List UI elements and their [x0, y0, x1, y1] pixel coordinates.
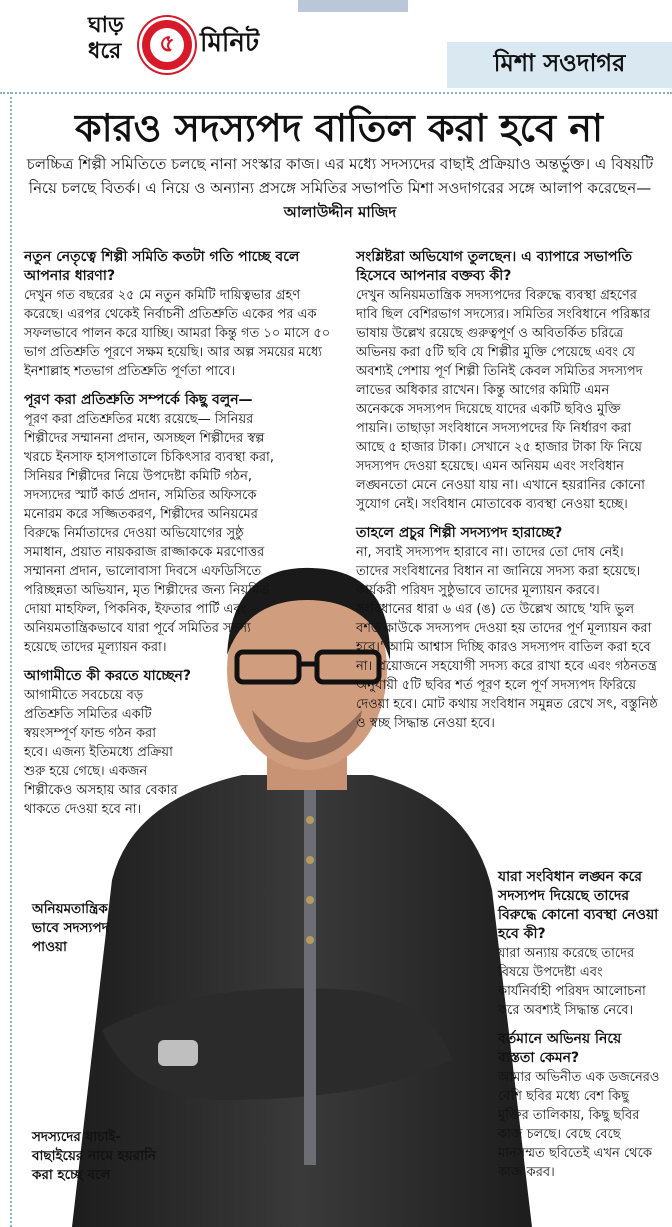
intro-paragraph — [26, 152, 654, 224]
answer-3: আগামীতে সবচেয়ে বড় প্রতিশ্রুতি সমিতির একটি স্বয়ংসম্পূর্ণ ফান্ড গঠন করা হবে। এজন্য ইতিমধ্যে প্রক্রিয়া শুরু হয়ে গেছে। একজন শিল্পীকেও অসহায় আর বেকার থাকতে দেওয়া হবে না। — [24, 688, 178, 817]
intro-author: আলাউদ্দীন মাজিদ — [283, 203, 397, 221]
answer-2: পূরণ করা প্রতিশ্রুতির মধ্যে রয়েছে— সিনিয়র শিল্পীদের সম্মাননা প্রদান, অসচ্ছল শিল্পীদের স্বল্প খরচে ইনসাফ হাসপাতালে চিকিৎসার ব্যবস্থা করা, সিনিয়র শিল্পীদের নিয়ে উপদেষ্টা কমিটি গঠন, সদস্যদের স্মার্ট কার্ড প্রদান, সমিতির অফিসকে মনোরম করে সজ্জিতকরণ, শিল্পীদের অনিয়মের বিরুদ্ধে নির্মাতাদের দেওয়া অভিযোগের সুষ্ঠু সমাধান, প্রয়াত নায়করাজ রাজ্জাককে মরণোত্তর সম্মাননা প্রদান, ভালোবাসা দিবসে এফডিসিতে পরিচ্ছন্নতা অভিযান, মৃত শিল্পীদের জন্য নিয়মিত দোয়া মাহফিল, পিকনিক, ইফতার পার্টি এবং অনিয়মতান্ত্রিকভাবে যারা পূর্বে সমিতির সদস্য হয়েছে তাদের মূল্যায়ন করা। — [24, 412, 274, 655]
question-5: তাহলে প্রচুর শিল্পী সদস্যপদ হারাচ্ছে? — [356, 525, 563, 541]
pull-quote-2: সদস্যদের যাচাই-বাছাইয়ের নামে হয়রানি করা হচ্ছে বলে — [32, 1129, 156, 1183]
right-column — [356, 248, 660, 733]
headline: কারও সদস্যপদ বাতিল করা হবে না — [74, 105, 604, 150]
question-1: নতুন নেতৃত্বে শিল্পী সমিতি কতটা গতি পাচ্ছে বলে আপনার ধারণা? — [24, 249, 300, 284]
question-6: যারা সংবিধান লঙ্ঘন করে সদস্যপদ দিয়েছে তাদের বিরুদ্ধে কোনো ব্যবস্থা নেওয়া হবে কী? — [498, 869, 659, 942]
intro-text: চলচ্চিত্র শিল্পী সমিতিতে চলছে নানা সংস্কার কাজ। এর মধ্যে সদস্যদের বাছাই প্রক্রিয়াও অন্তর্ভুক্ত। এ বিষয়টি নিয়ে চলছে বিতর্ক। এ নিয়ে ও অন্যান্য প্রসঙ্গে সমিতির সভাপতি মিশা সওদাগরের সঙ্গে আলাপ করেছেন— — [26, 155, 654, 197]
logo-badge-icon — [142, 20, 192, 70]
logo-number: ৫ — [150, 28, 184, 62]
answer-4: দেখুন অনিয়মতান্ত্রিক সদস্যপদের বিরুদ্ধে ব্যবস্থা গ্রহণের দাবি ছিল বেশিরভাগ সদস্যের। সমিতির সংবিধানে পরিষ্কার ভাষায় উল্লেখ রয়েছে গুরুত্বপূর্ণ ও অবিতর্কিত চরিত্রে অভিনয় করা ৫টি ছবি যে শিল্পীর মুক্তি পেয়েছে এবং যে অবশ্যই পেশায় পূর্ণ শিল্পী তিনিই কেবল সমিতির সদস্যপদ লাভের অধিকার রাখেন। কিন্তু আগের কমিটি এমন অনেককে সদস্যপদ দিয়েছে যাদের একটি ছবিও মুক্তি পায়নি। তাছাড়া সংবিধানে সদস্যপদের ফি নির্ধারণ করা আছে ৫ হাজার টাকা। সেখানে ২৫ হাজার টাকা ফি নিয়ে সদস্যপদ দেওয়া হয়েছে। এমন অনিয়ম এবং সংবিধান লঙ্ঘনতো মেনে নেওয়া যায় না। এখানে হয়রানির কোনো সুযোগ নেই। সংবিধান মোতাবেক ব্যবস্থা নেওয়া হচ্ছে। — [356, 288, 651, 512]
question-4: সংশ্লিষ্টরা অভিযোগ তুলছেন। এ ব্যাপারে সভাপতি হিসেবে আপনার বক্তব্য কী? — [356, 249, 633, 284]
question-2: পূরণ করা প্রতিশ্রুতি সম্পর্কে কিছু বলুন— — [24, 392, 253, 408]
logo-text-line3: মিনিট — [200, 28, 259, 58]
answer-6: যারা অন্যায় করেছে তাদের বিষয়ে উপদেষ্টা এবং কার্যনির্বাহী পরিষদ আলোচনা করে অবশ্যই সিদ্ধান্ত নেবে। — [498, 946, 646, 1018]
left-column — [24, 248, 342, 819]
question-3: আগামীতে কী করতে যাচ্ছেন? — [24, 668, 192, 684]
question-7: বর্তমানে অভিনয় নিয়ে ব্যস্ততা কেমন? — [498, 1031, 622, 1066]
pull-quote-1: অনিয়মতান্ত্রিক ভাবে সদস্যপদ পাওয়া — [32, 901, 109, 955]
logo-text-line2: ধরে — [88, 39, 122, 64]
answer-5: না, সবাই সদস্যপদ হারাবে না। তাদের তো দোষ নেই। তাদের সংবিধানের বিধান না জানিয়ে সদস্য করা হয়েছে। কার্যকরী পরিষদ সুষ্ঠুভাবে তাদের মূল্যায়ন করবে। সংবিধানের ধারা ৬ এর (ঙ) তে উল্লেখ আছে 'যদি ভুল বশত কাউকে সদস্যপদ দেওয়া হয় তাদের পূর্ণ মূল্যায়ন করা হবে।' আমি আশ্বাস দিচ্ছি কারও সদস্যপদ বাতিল করা হবে না। প্রয়োজনে সহযোগী সদস্য করে রাখা হবে এবং গঠনতন্ত্র অনুযায়ী ৫টি ছবির শর্ত পূরণ হলে পূর্ণ সদস্যপদ ফিরিয়ে দেওয়া হবে। মোট কথায় সংবিধান সমুন্নত রেখে সৎ, বস্তুনিষ্ঠ ও স্বচ্ছ সিদ্ধান্ত নেওয়া হবে। — [356, 545, 658, 731]
logo-text-line1: ঘাড় — [88, 13, 124, 38]
right-column-bottom — [498, 868, 660, 1182]
dotted-divider-top — [0, 92, 672, 94]
answer-1: দেখুন গত বছরের ২৫ মে নতুন কমিটি দায়িত্বভার গ্রহণ করেছে। এরপর থেকেই নির্বাচনী প্রতিশ্রুতি একের পর এক সফলভাবে পালন করে যাচ্ছি। আমরা কিন্তু গত ১০ মাসে ৫০ ভাগ প্রতিশ্রুতি পূরণে সক্ষম হয়েছি। আর অল্প সময়ের মধ্যে ইনশাল্লাহ শতভাগ প্রতিশ্রুতি পূর্ণতা পাবে। — [24, 288, 331, 379]
interviewee-name-box: মিশা সওদাগর — [447, 42, 672, 88]
dotted-divider-left — [10, 92, 12, 1227]
answer-7: আমার অভিনীত এক ডজনেরও বেশি ছবির মধ্যে বেশ কিছু মুক্তির তালিকায়, কিছু ছবির কাজ চলছে। বেছে বেছে মানসম্মত ছবিতেই এখন থেকে কাজ করব। — [498, 1070, 660, 1180]
top-photo-strip — [298, 0, 408, 12]
